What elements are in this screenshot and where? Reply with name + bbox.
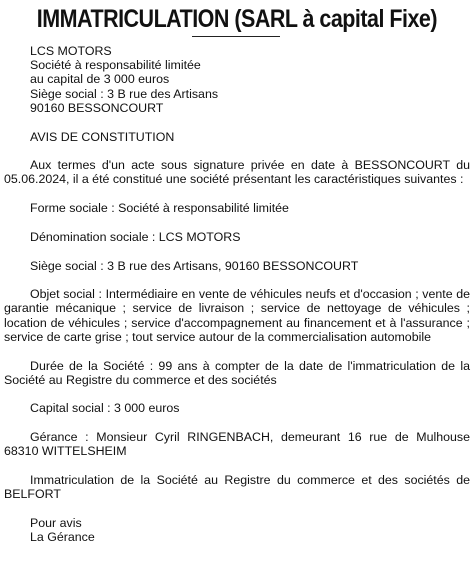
closing-pour-avis: Pour avis [30, 515, 82, 530]
company-header-block [4, 44, 470, 115]
paragraph-denomination: Dénomination sociale : LCS MOTORS [30, 229, 241, 244]
notice-title: AVIS DE CONSTITUTION [30, 129, 175, 144]
paragraph-siege-social: Siège social : 3 B rue des Artisans, 90160 BESSONCOURT [30, 258, 359, 273]
company-postal-city: 90160 BESSONCOURT [30, 100, 164, 115]
company-capital: au capital de 3 000 euros [30, 72, 170, 87]
company-address: Siège social : 3 B rue des Artisans [30, 86, 219, 101]
paragraph-duree: Durée de la Société : 99 ans à compter de la date de l'immatriculation de la Société au Registre du commerce et des sociétés [4, 358, 470, 387]
paragraph-immatriculation: Immatriculation de la Société au Registre du commerce et des sociétés de BELFORT [4, 473, 470, 502]
headline-divider [192, 36, 280, 37]
notice-headline: IMMATRICULATION (SARL à capital Fixe) [36, 5, 437, 33]
closing-signature: La Gérance [30, 530, 95, 545]
company-name: LCS MOTORS [30, 44, 112, 58]
paragraph-gerance: Gérance : Monsieur Cyril RINGENBACH, demeurant 16 rue de Mulhouse 68310 WITTELSHEIM [4, 430, 470, 459]
paragraph-intro: Aux termes d'un acte sous signature privée en date à BESSONCOURT du 05.06.2024, il a été constitué une société présentant les caractéristiques suivantes : [4, 158, 470, 187]
company-form: Société à responsabilité limitée [30, 58, 201, 73]
paragraph-forme-sociale: Forme sociale : Société à responsabilité limitée [30, 201, 289, 216]
paragraph-capital-social: Capital social : 3 000 euros [30, 401, 180, 416]
notice-body [4, 44, 470, 544]
paragraph-objet-social: Objet social : Intermédiaire en vente de véhicules neufs et d'occasion ; vente de garantie mécanique ; service de livraison ; service de nettoyage de véhicules ; location de véhicules ; service d'accompagnement au financement et à l'assurance ; service de carte grise ; tout service autour de la commercialisation automobile [4, 287, 470, 344]
